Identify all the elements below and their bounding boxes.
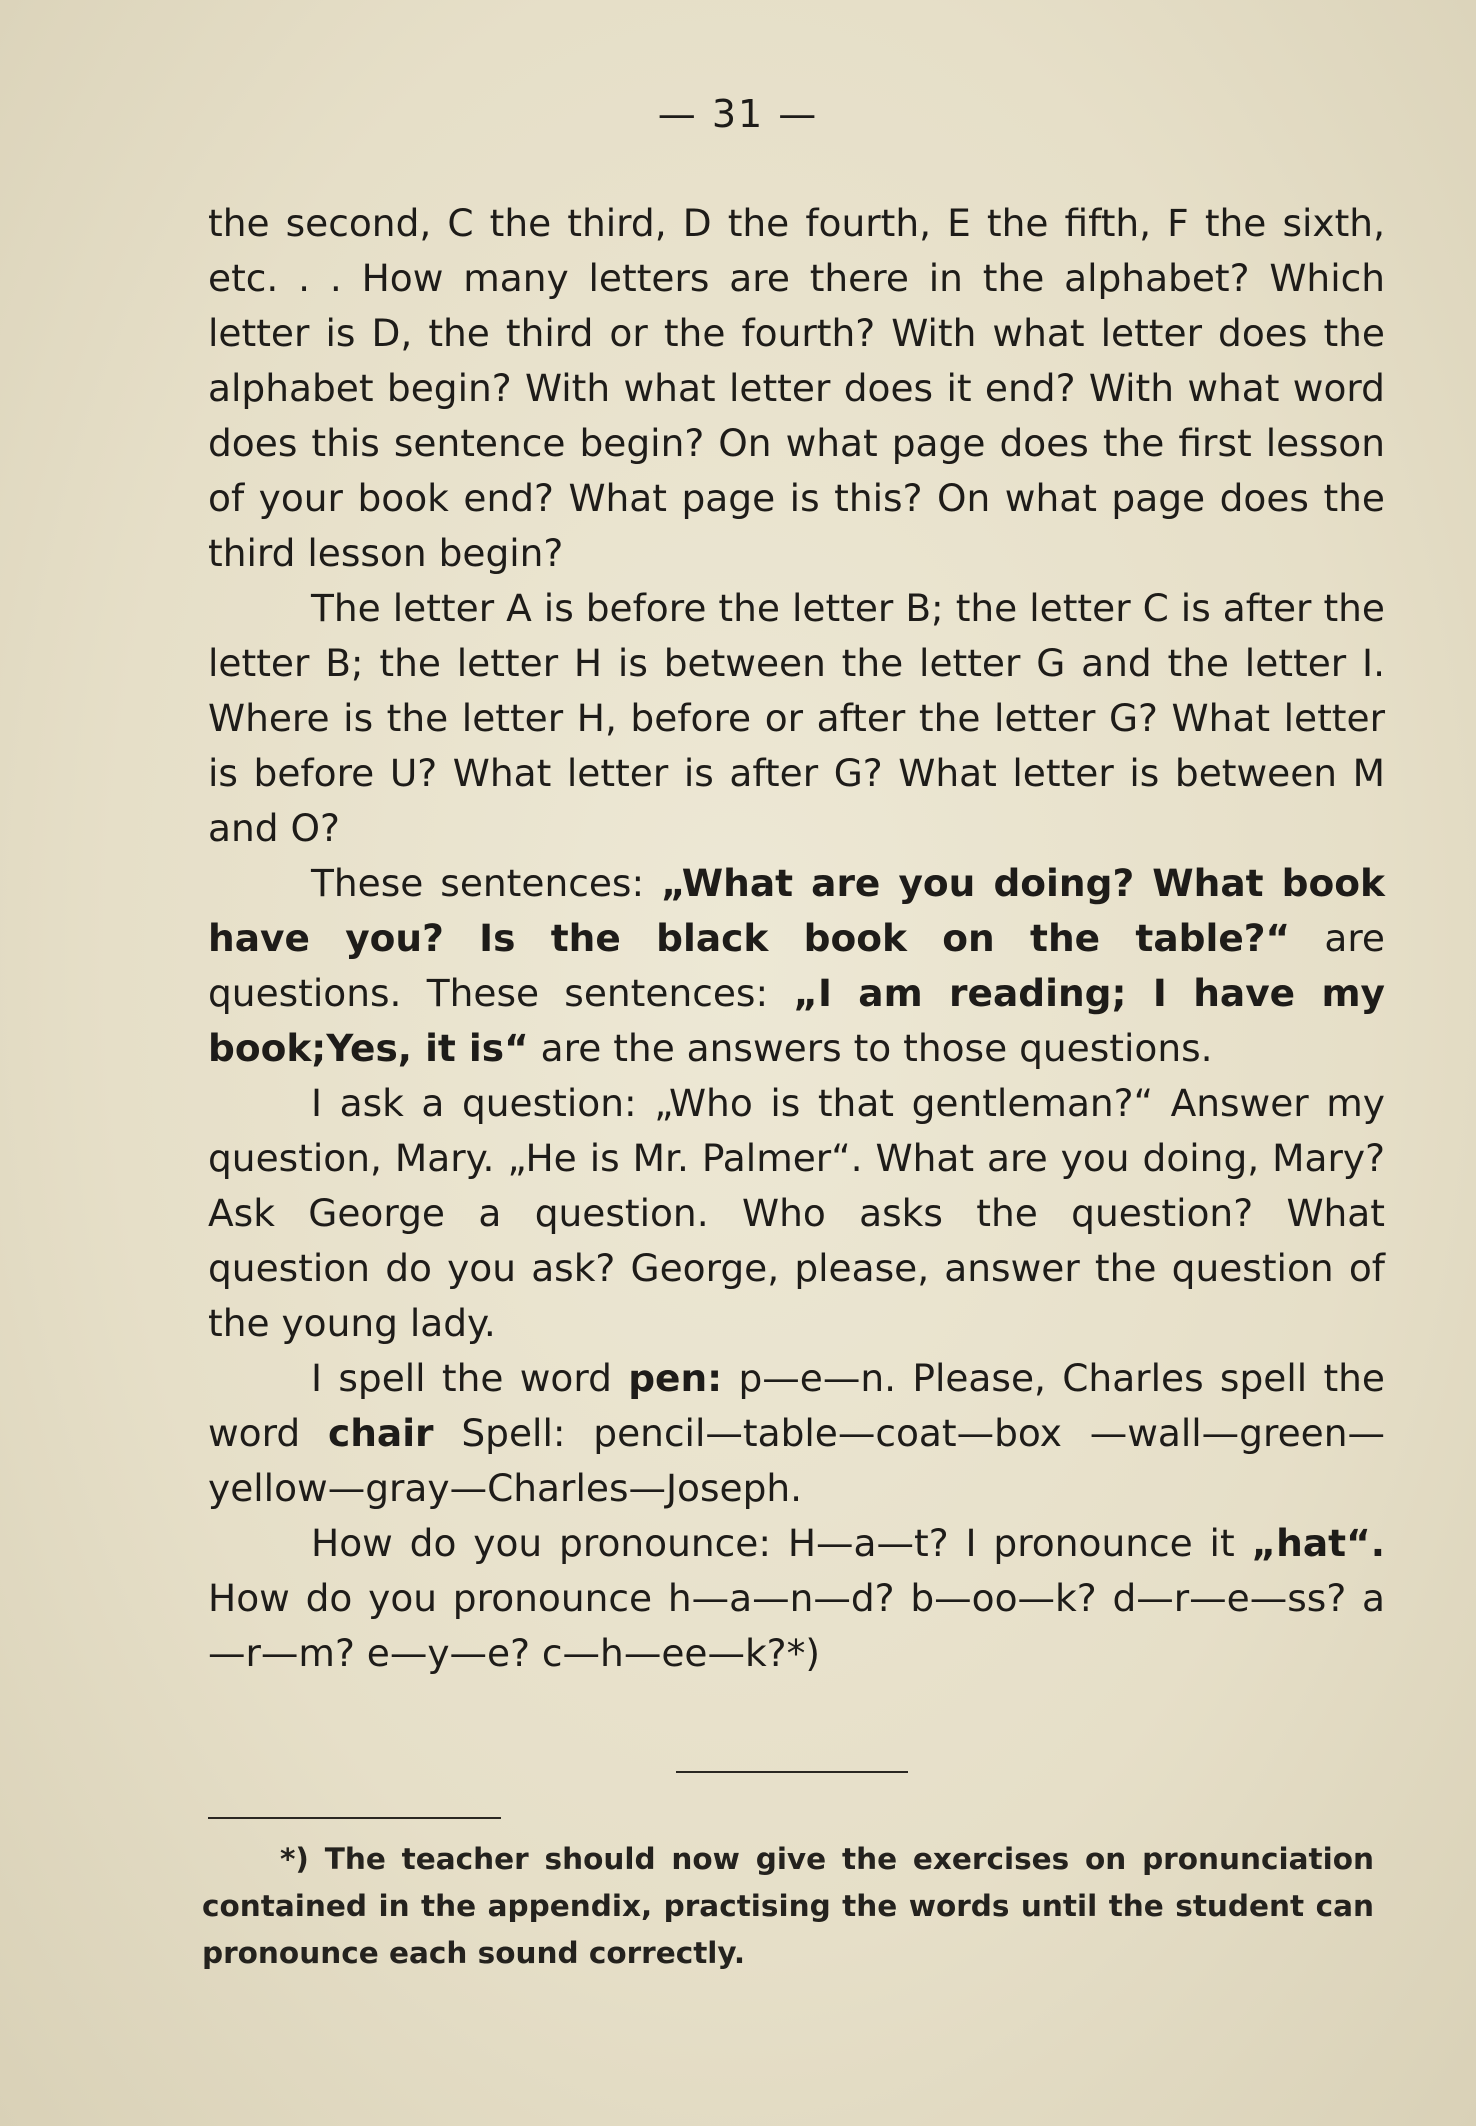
text-segment: p—e—n. Please, Charles spell the word [208, 1356, 1385, 1455]
paragraph [208, 581, 1385, 856]
text-segment: How do you pronounce h—a—n—d? b—oo—k? d—r—e—ss? a—r—m? e—y—e? c—h—ee—k?*) [208, 1576, 1385, 1675]
text-segment: I ask a question: „Who is that gentleman?“ Answer my question, Mary. „He is Mr. Palmer“. What are you doing, Mary? Ask George a question. Who asks the question? What question do you ask? George, please, answer the question of the young lady. [208, 1081, 1385, 1345]
page-number: — 31 — [657, 92, 819, 136]
bold-text-segment: pen: [628, 1356, 723, 1400]
paragraph [208, 856, 1385, 1076]
body-text [208, 196, 1385, 1681]
bold-text-segment: „What are you doing? What book have you? Is the black book on the table?“ [208, 861, 1385, 960]
text-segment: These sentences: [311, 861, 662, 905]
bold-text-segment: chair [327, 1411, 434, 1455]
bold-text-segment: „I am reading; I have my book;Yes, it is“ [208, 971, 1385, 1070]
text-segment: I spell the word [311, 1356, 629, 1400]
paragraph [208, 1351, 1385, 1516]
text-segment: are the answers to those questions. [528, 1026, 1213, 1070]
paragraph [208, 1516, 1385, 1681]
section-divider [676, 1771, 908, 1773]
footnote-text: *) The teacher should now give the exercises on pronunciation contained in the appendix, practising the words until the student can pronounce each sound correctly. [202, 1842, 1374, 1970]
bold-text-segment: „hat“. [1251, 1521, 1385, 1565]
paragraph [208, 196, 1385, 581]
text-segment: the second, C the third, D the fourth, E the fifth, F the sixth, etc. . . How many letters are there in the alphabet? Which letter is D, the third or the fourth? With what letter does the alphabet begin? With what letter does it end? With what word does this sentence begin? On what page does the first lesson of your book end? What page is this? On what page does the third lesson begin? [208, 201, 1385, 575]
paragraph [208, 1076, 1385, 1351]
footnote-divider [208, 1817, 501, 1819]
text-segment: How do you pronounce: H—a—t? I pronounce it [311, 1521, 1252, 1565]
text-segment: are questions. These sentences: [208, 916, 1385, 1015]
text-segment: The letter A is before the letter B; the letter C is after the letter B; the letter H is between the letter G and the letter I. Where is the letter H, before or after the letter G? What letter is before U? What letter is after G? What letter is between M and O? [208, 586, 1385, 850]
footnote [202, 1836, 1374, 1977]
text-segment: Spell: pencil—table—coat—box —wall—green—yellow—gray—Charles—Joseph. [208, 1411, 1385, 1510]
